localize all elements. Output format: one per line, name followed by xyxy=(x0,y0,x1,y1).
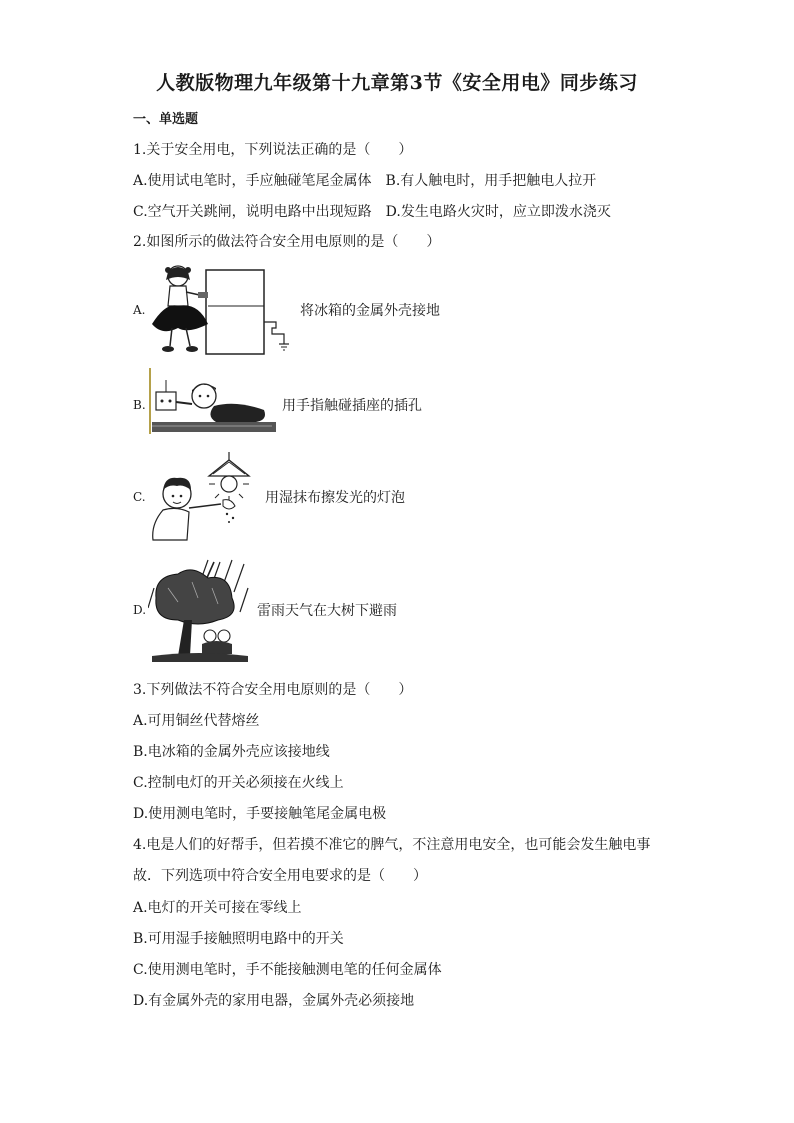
q3-stem: 3.下列做法不符合安全用电原则的是（ ） xyxy=(133,682,413,698)
fridge-grounding-illustration xyxy=(148,262,298,358)
q2-option-a-caption: 将冰箱的金属外壳接地 xyxy=(300,303,440,319)
q2-option-b-caption: 用手指触碰插座的插孔 xyxy=(282,398,422,414)
section-heading: 一、单选题 xyxy=(133,112,199,127)
page-title: 人教版物理九年级第十九章第3节《安全用电》同步练习 xyxy=(156,72,638,94)
q3-option-d: D.使用测电笔时，手要接触笔尾金属电极 xyxy=(133,806,387,822)
q2-option-c-letter: C. xyxy=(133,490,146,504)
q2-option-d-caption: 雷雨天气在大树下避雨 xyxy=(257,603,397,619)
tree-lightning-illustration xyxy=(148,558,254,666)
child-socket-illustration xyxy=(146,366,276,436)
q2-stem: 2.如图所示的做法符合安全用电原则的是（ ） xyxy=(133,234,441,250)
q1-stem: 1.关于安全用电，下列说法正确的是（ ） xyxy=(133,142,413,158)
q4-option-d: D.有金属外壳的家用电器，金属外壳必须接地 xyxy=(133,993,415,1009)
q3-option-a: A.可用铜丝代替熔丝 xyxy=(133,713,260,729)
wet-cloth-bulb-illustration xyxy=(143,450,263,546)
q4-option-b: B.可用湿手接触照明电路中的开关 xyxy=(133,931,344,947)
q4-stem-line1: 4.电是人们的好帮手，但若摸不准它的脾气，不注意用电安全，也可能会发生触电事 xyxy=(133,837,651,853)
q4-stem-line2: 故．下列选项中符合安全用电要求的是（ ） xyxy=(133,868,427,884)
q4-option-a: A.电灯的开关可接在零线上 xyxy=(133,900,302,916)
q2-option-a-letter: A. xyxy=(133,303,146,317)
q2-option-b-letter: B. xyxy=(133,398,146,412)
q2-option-d-letter: D. xyxy=(133,603,147,617)
q1-options-row1: A.使用试电笔时，手应触碰笔尾金属体 B.有人触电时，用手把触电人拉开 xyxy=(133,173,597,189)
q3-option-c: C.控制电灯的开关必须接在火线上 xyxy=(133,775,344,791)
q2-option-c-caption: 用湿抹布擦发光的灯泡 xyxy=(265,490,405,506)
q1-options-row2: C.空气开关跳闸，说明电路中出现短路 D.发生电路火灾时，应立即泼水浇灭 xyxy=(133,204,611,220)
q4-option-c: C.使用测电笔时，手不能接触测电笔的任何金属体 xyxy=(133,962,442,978)
q3-option-b: B.电冰箱的金属外壳应该接地线 xyxy=(133,744,330,760)
